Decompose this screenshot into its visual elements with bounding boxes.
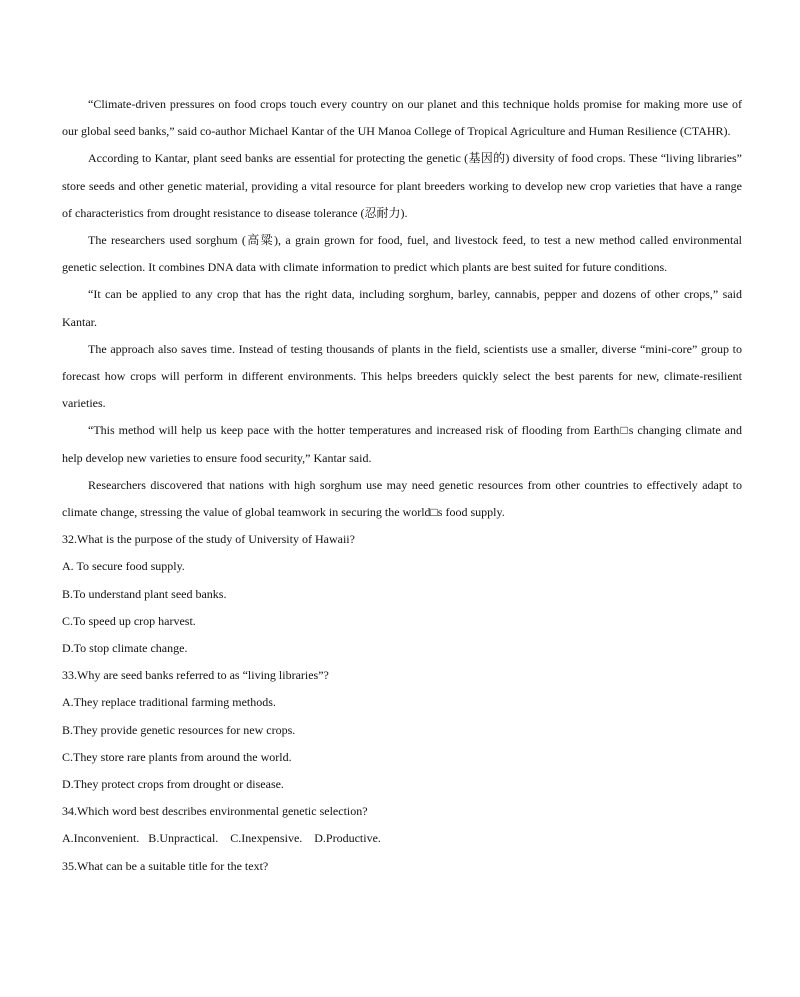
question-32-option-b: B.To understand plant seed banks. [62, 586, 227, 601]
passage-paragraph-1: “Climate-driven pressures on food crops touch every country on our planet and this technique holds promise for making more use of our global seed banks,” said co-author Michael Kantar of the UH Manoa College of Tropical Agriculture and Human Resilience (CTAHR). [62, 97, 742, 139]
question-33-option-a: A.They replace traditional farming methods. [62, 695, 276, 710]
question-32-stem: 32.What is the purpose of the study of University of Hawaii? [62, 532, 355, 547]
passage-paragraph-4: “It can be applied to any crop that has the right data, including sorghum, barley, cannabis, pepper and dozens of other crops,” said Kantar. [62, 287, 742, 329]
question-32-option-d: D.To stop climate change. [62, 641, 188, 656]
question-33-option-d: D.They protect crops from drought or disease. [62, 777, 284, 792]
passage-paragraph-3: The researchers used sorghum (高粱), a grain grown for food, fuel, and livestock feed, to test a new method called environmental genetic selection. It combines DNA data with climate information to predict which plants are best suited for future conditions. [62, 233, 742, 275]
question-35-stem: 35.What can be a suitable title for the text? [62, 858, 269, 873]
passage-paragraph-2: According to Kantar, plant seed banks are essential for protecting the genetic (基因的) diversity of food crops. These “living libraries” store seeds and other genetic material, providing a vital resource for plant breeders working to develop new crop varieties that have a range of characteristics from drought resistance to disease tolerance (忍耐力). [62, 151, 742, 220]
question-33-option-b: B.They provide genetic resources for new crops. [62, 722, 296, 737]
passage-paragraph-6: “This method will help us keep pace with the hotter temperatures and increased risk of flooding from Earth□s changing climate and help develop new varieties to ensure food security,” Kantar said. [62, 423, 742, 465]
question-34-stem: 34.Which word best describes environmental genetic selection? [62, 804, 368, 819]
question-32-option-c: C.To speed up crop harvest. [62, 613, 196, 628]
passage-paragraph-5: The approach also saves time. Instead of testing thousands of plants in the field, scientists use a smaller, diverse “mini-core” group to forecast how crops will perform in different environments. This helps breeders quickly select the best parents for new, climate-resilient varieties. [62, 341, 742, 411]
question-34-options: A.Inconvenient. B.Unpractical. C.Inexpensive. D.Productive. [62, 831, 381, 846]
question-33-option-c: C.They store rare plants from around the world. [62, 749, 292, 764]
passage-paragraph-7: Researchers discovered that nations with high sorghum use may need genetic resources from other countries to effectively adapt to climate change, stressing the value of global teamwork in securing the world□s food supply. [62, 477, 742, 520]
question-33-stem: 33.Why are seed banks referred to as “living libraries”? [62, 668, 329, 683]
question-32-option-a: A. To secure food supply. [62, 559, 185, 574]
document-content [62, 91, 742, 880]
